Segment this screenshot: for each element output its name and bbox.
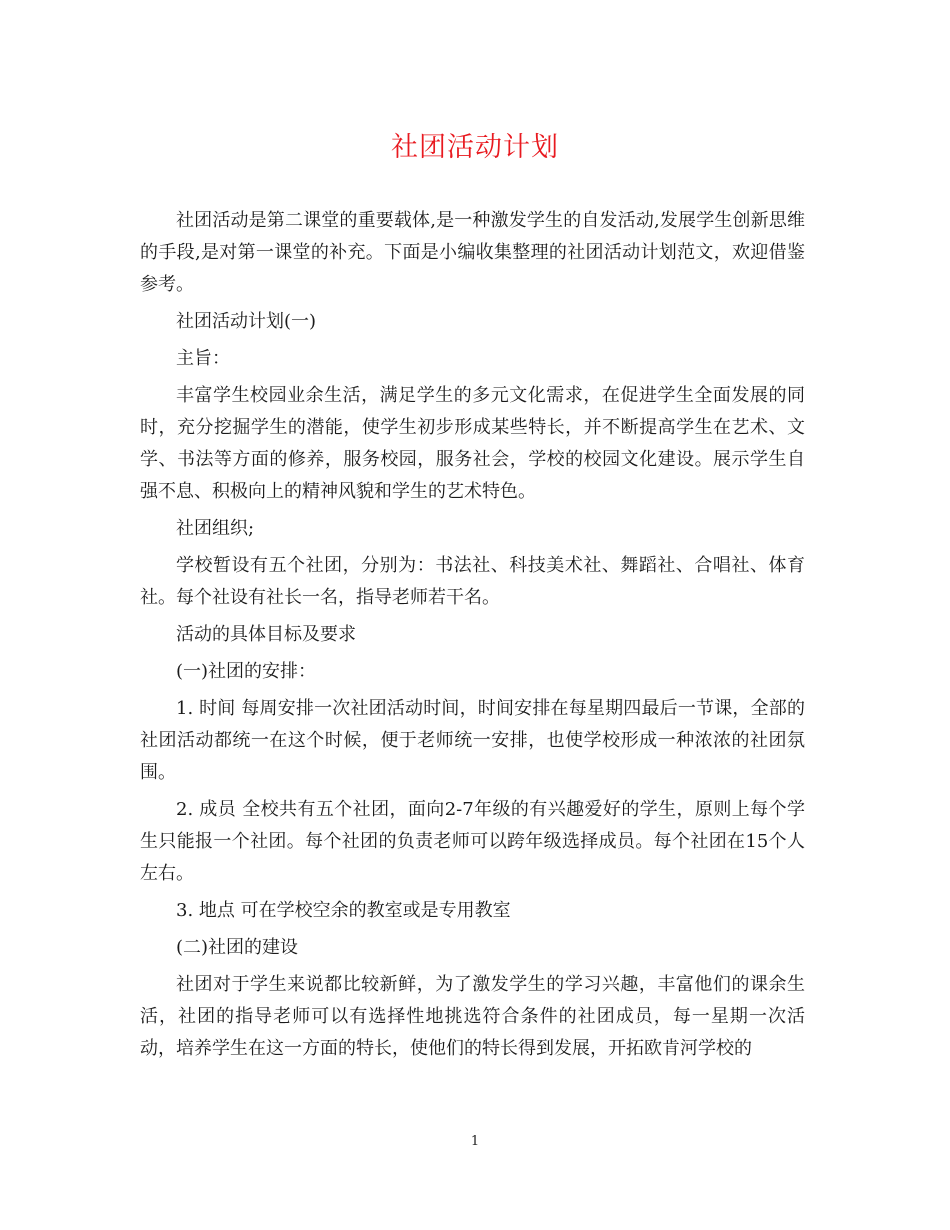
document-body xyxy=(140,205,805,1070)
paragraph-members: 2. 成员 全校共有五个社团，面向2-7年级的有兴趣爱好的学生，原则上每个学生只能报一个社团。每个社团的负责老师可以跨年级选择成员。每个社团在15个人左右。 xyxy=(140,799,805,884)
paragraph-construction: 社团对于学生来说都比较新鲜，为了激发学生的学习兴趣，丰富他们的课余生活，社团的指导老师可以有选择性地挑选符合条件的社团成员，每一星期一次活动，培养学生在这一方面的特长，使他们的特长得到发展，开拓欧肯河学校的 xyxy=(140,974,805,1059)
paragraph-arrangement-heading: (一)社团的安排： xyxy=(176,661,317,682)
page-number: 1 xyxy=(470,1134,480,1149)
paragraph-organization-heading: 社团组织; xyxy=(176,518,255,539)
paragraph-location: 3. 地点 可在学校空余的教室或是专用教室 xyxy=(176,900,511,921)
paragraph-organization: 学校暂设有五个社团，分别为：书法社、科技美术社、舞蹈社、合唱社、体育社。每个社设有社长一名，指导老师若干名。 xyxy=(140,555,805,608)
paragraph-plan-heading: 社团活动计划(一) xyxy=(176,311,317,332)
paragraph-goals-heading: 活动的具体目标及要求 xyxy=(176,624,356,645)
paragraph-intro: 社团活动是第二课堂的重要载体,是一种激发学生的自发活动,发展学生创新思维的手段,是对第一课堂的补充。下面是小编收集整理的社团活动计划范文，欢迎借鉴参考。 xyxy=(140,210,805,295)
paragraph-time: 1. 时间 每周安排一次社团活动时间，时间安排在每星期四最后一节课，全部的社团活动都统一在这个时候，便于老师统一安排，也使学校形成一种浓浓的社团氛围。 xyxy=(140,698,805,783)
paragraph-purpose: 丰富学生校园业余生活，满足学生的多元文化需求，在促进学生全面发展的同时，充分挖掘学生的潜能，使学生初步形成某些特长，并不断提高学生在艺术、文学、书法等方面的修养，服务校园，服务社会，学校的校园文化建设。展示学生自强不息、积极向上的精神风貌和学生的艺术特色。 xyxy=(140,385,805,502)
paragraph-purpose-heading: 主旨： xyxy=(176,348,230,369)
document-title: 社团活动计划 xyxy=(391,132,559,163)
paragraph-construction-heading: (二)社团的建设 xyxy=(176,937,299,958)
